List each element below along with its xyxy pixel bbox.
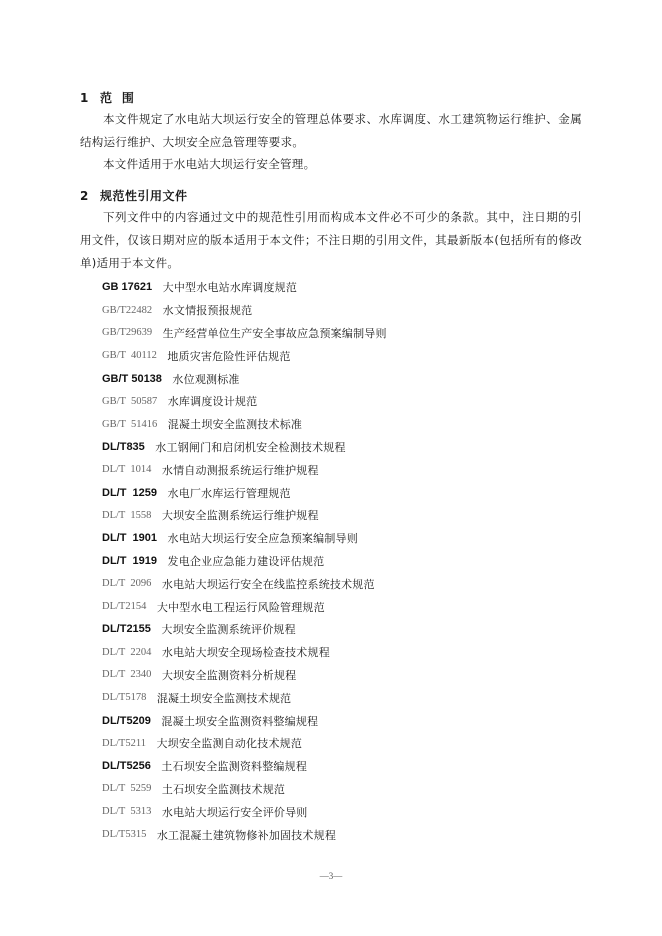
reference-code: GB/T29639 (102, 327, 153, 339)
reference-title: 大坝安全监测自动化技术规范 (156, 737, 303, 751)
section-1-paragraph-1: 本文件规定了水电站大坝运行安全的管理总体要求、水库调度、水工建筑物运行维护、金属结构运行维护、大坝安全应急管理等要求。 (80, 112, 582, 149)
reference-item (102, 641, 387, 664)
reference-code: DL/T 1919 (102, 554, 158, 567)
reference-title: 混凝土坝安全监测技术规范 (156, 691, 292, 705)
reference-code: GB/T 51416 (102, 418, 158, 430)
reference-title: 水电站大坝运行安全在线监控系统技术规范 (161, 577, 375, 591)
section-1-title: 范 围 (100, 91, 135, 105)
section-2-paragraph-1: 下列文件中的内容通过文中的规范性引用而构成本文件必不可少的条款。其中，注日期的引用文件，仅该日期对应的版本适用于本文件；不注日期的引用文件，其最新版本(包括所有的修改单)适用于本文件。 (80, 210, 582, 270)
reference-title: 水工混凝土建筑物修补加固技术规程 (156, 828, 337, 842)
reference-title: 水位观测标准 (172, 372, 240, 386)
reference-item (102, 299, 387, 322)
reference-code: DL/T 2096 (102, 578, 152, 590)
reference-item (102, 413, 387, 436)
reference-code: DL/T5315 (102, 829, 147, 841)
section-1-heading (80, 89, 134, 106)
reference-item (102, 322, 387, 345)
reference-item (102, 595, 387, 618)
reference-code: DL/T5178 (102, 692, 147, 704)
reference-code: GB/T22482 (102, 304, 153, 316)
reference-title: 地质灾害危险性评估规范 (167, 349, 291, 363)
page-number: —3— (319, 871, 343, 881)
reference-code: GB/T 50138 (102, 372, 162, 385)
reference-code: GB/T 50587 (102, 395, 158, 407)
reference-title: 大坝安全监测系统评价规程 (161, 623, 296, 637)
reference-item (102, 709, 387, 732)
reference-title: 发电企业应急能力建设评估规范 (167, 554, 325, 568)
reference-item (102, 390, 387, 413)
reference-code: DL/T 1259 (102, 486, 158, 499)
reference-title: 水情自动测报系统运行维护规程 (161, 463, 319, 477)
reference-item (102, 344, 387, 367)
reference-title: 混凝土坝安全监测技术标准 (167, 418, 303, 432)
reference-item (102, 550, 387, 573)
section-1-paragraph-2: 本文件适用于水电站大坝运行安全管理。 (103, 157, 316, 171)
reference-code: DL/T2155 (102, 623, 151, 636)
reference-code: DL/T5211 (102, 737, 146, 749)
reference-code: DL/T835 (102, 440, 145, 453)
reference-item (102, 572, 387, 595)
reference-item (102, 458, 387, 481)
reference-item (102, 778, 387, 801)
reference-item (102, 527, 387, 550)
normative-references-list (102, 276, 387, 846)
reference-title: 混凝土坝安全监测资料整编规程 (161, 714, 319, 728)
section-2-number: 2 (80, 189, 89, 203)
reference-title: 大中型水电工程运行风险管理规范 (156, 600, 325, 614)
reference-title: 水库调度设计规范 (167, 395, 258, 409)
reference-title: 土石坝安全监测技术规范 (161, 782, 286, 796)
reference-item (102, 732, 387, 755)
reference-code: DL/T2154 (102, 601, 147, 613)
section-2-heading (80, 187, 188, 204)
reference-item (102, 276, 387, 299)
reference-code: GB 17621 (102, 281, 153, 294)
reference-title: 大坝安全监测资料分析规程 (161, 668, 297, 682)
reference-code: DL/T 5259 (102, 783, 152, 795)
reference-title: 生产经营单位生产安全事故应急预案编制导则 (162, 326, 387, 340)
reference-item (102, 504, 387, 527)
reference-code: DL/T 2340 (102, 669, 152, 681)
section-1-number: 1 (80, 91, 89, 105)
reference-code: GB/T 40112 (102, 350, 157, 362)
reference-title: 水文情报预报规范 (162, 304, 253, 318)
reference-item (102, 367, 387, 390)
reference-item (102, 618, 387, 641)
reference-title: 大坝安全监测系统运行维护规程 (161, 509, 319, 523)
reference-item (102, 436, 387, 459)
reference-title: 水工钢闸门和启闭机安全检测技术规程 (155, 440, 346, 454)
reference-item (102, 481, 387, 504)
reference-code: DL/T 1558 (102, 509, 152, 521)
reference-code: DL/T5209 (102, 714, 151, 727)
reference-title: 水电厂水库运行管理规范 (167, 486, 291, 500)
reference-code: DL/T 5313 (102, 806, 152, 818)
reference-item (102, 800, 387, 823)
reference-title: 土石坝安全监测资料整编规程 (161, 760, 308, 774)
reference-code: DL/T 1014 (102, 464, 152, 476)
reference-code: DL/T 1901 (102, 532, 158, 545)
reference-title: 水电站大坝安全现场检查技术规程 (161, 646, 330, 660)
reference-item (102, 664, 387, 687)
reference-code: DL/T 2204 (102, 646, 152, 658)
reference-item (102, 823, 387, 846)
reference-item (102, 755, 387, 778)
reference-code: DL/T5256 (102, 760, 151, 773)
section-2-title: 规范性引用文件 (100, 189, 188, 203)
reference-title: 水电站大坝运行安全评价导则 (161, 805, 308, 819)
reference-title: 水电站大坝运行安全应急预案编制导则 (167, 532, 358, 546)
reference-title: 大中型水电站水库调度规范 (162, 281, 298, 295)
reference-item (102, 686, 387, 709)
